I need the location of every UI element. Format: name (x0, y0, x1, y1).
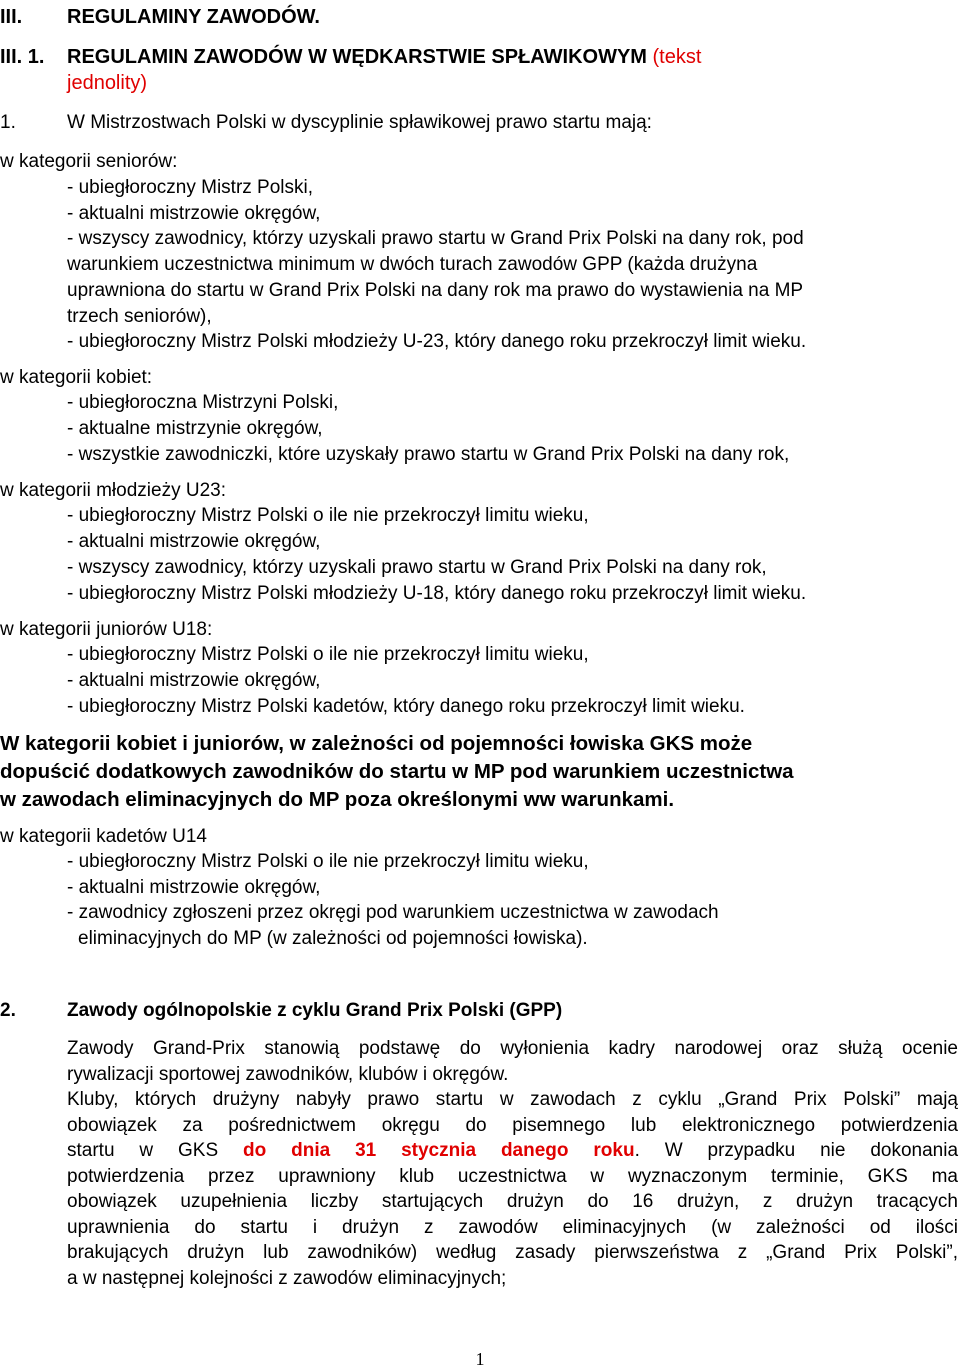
section2-title: Zawody ogólnopolskie z cyklu Grand Prix Polski (GPP) (67, 1000, 563, 1021)
u23-line: - aktualni mistrzowie okręgów, (67, 531, 321, 552)
section1-title: W Mistrzostwach Polski w dyscyplinie spławikowej prawo startu mają: (67, 112, 652, 133)
notice-line: W kategorii kobiet i juniorów, w zależności od pojemności łowiska GKS może (0, 732, 753, 755)
u14-line: - zawodnicy zgłoszeni przez okręgi pod warunkiem uczestnictwa w zawodach (67, 902, 719, 923)
subheading-note: (tekst (652, 46, 702, 68)
section1-number: 1. (0, 112, 16, 133)
seniors-line: warunkiem uczestnictwa minimum w dwóch turach zawodów GPP (każda drużyna (67, 254, 758, 275)
seniors-line: - ubiegłoroczny Mistrz Polski, (67, 177, 314, 198)
u14-line: eliminacyjnych do MP (w zależności od pojemności łowiska). (78, 928, 588, 949)
page-number: 1 (475, 1349, 485, 1369)
section2-paragraph-line-deadline (67, 1140, 958, 1162)
women-line: - aktualne mistrzynie okręgów, (67, 418, 323, 439)
deadline-prefix: startu w GKS (67, 1140, 219, 1161)
notice-line: w zawodach eliminacyjnych do MP poza określonymi ww warunkami. (0, 788, 675, 811)
subheading-line (67, 46, 701, 68)
deadline-highlight: do dnia 31 stycznia danego roku (243, 1140, 635, 1161)
notice-line: dopuścić dodatkowych zawodników do startu w MP pod warunkiem uczestnictwa (0, 760, 794, 783)
u18-label: w kategorii juniorów U18: (0, 619, 213, 640)
u23-line: - ubiegłoroczny Mistrz Polski młodzieży U-18, który danego roku przekroczył limit wieku. (67, 583, 807, 604)
heading-title: REGULAMINY ZAWODÓW. (67, 6, 320, 28)
deadline-suffix: . W przypadku nie dokonania (634, 1140, 959, 1161)
u14-line: - aktualni mistrzowie okręgów, (67, 877, 321, 898)
section2-paragraph-line: potwierdzenia przez uprawniony klub uczestnictwa w wyznaczonym terminie, GKS ma (67, 1166, 958, 1187)
seniors-label: w kategorii seniorów: (0, 151, 178, 172)
u14-label: w kategorii kadetów U14 (0, 826, 207, 847)
seniors-line: - ubiegłoroczny Mistrz Polski młodzieży U-23, który danego roku przekroczył limit wieku. (67, 331, 807, 352)
section2-number: 2. (0, 1000, 16, 1021)
section2-paragraph-line: Kluby, których drużyny nabyły prawo startu w zawodach z cyklu „Grand Prix Polski” mają (67, 1089, 958, 1110)
section2-paragraph-line: Zawody Grand-Prix stanowią podstawę do wyłonienia kadry narodowej oraz służą ocenie (67, 1038, 958, 1059)
u18-line: - ubiegłoroczny Mistrz Polski kadetów, który danego roku przekroczył limit wieku. (67, 696, 745, 717)
u23-line: - ubiegłoroczny Mistrz Polski o ile nie przekroczył limitu wieku, (67, 505, 589, 526)
section2-paragraph-line: obowiązek uzupełnienia liczby startujących drużyn do 16 drużyn, z drużyn tracących (67, 1191, 958, 1212)
women-line: - ubiegłoroczna Mistrzyni Polski, (67, 392, 339, 413)
section2-paragraph-line: obowiązek za pośrednictwem okręgu do pisemnego lub elektronicznego potwierdzenia (67, 1115, 958, 1136)
women-line: - wszystkie zawodniczki, które uzyskały prawo startu w Grand Prix Polski na dany rok, (67, 444, 790, 465)
u23-label: w kategorii młodzieży U23: (0, 480, 226, 501)
seniors-line: uprawniona do startu w Grand Prix Polski na dany rok ma prawo do wystawienia na MP (67, 280, 804, 301)
subheading-number: III. 1. (0, 46, 45, 68)
women-label: w kategorii kobiet: (0, 367, 153, 388)
u18-line: - ubiegłoroczny Mistrz Polski o ile nie przekroczył limitu wieku, (67, 644, 589, 665)
section2-paragraph-line: brakujących drużyn lub zawodników) według zasady pierwszeństwa z „Grand Prix Polski”, (67, 1242, 958, 1263)
heading-number: III. (0, 6, 23, 28)
section2-paragraph-line: uprawnienia do startu i drużyn z zawodów eliminacyjnych (w zależności od ilości (67, 1217, 958, 1238)
subheading-title: REGULAMIN ZAWODÓW W WĘDKARSTWIE SPŁAWIKOWYM (67, 46, 647, 68)
subheading-note-2: jednolity) (67, 72, 148, 94)
section2-paragraph-line: rywalizacji sportowej zawodników, klubów i okręgów. (67, 1064, 509, 1085)
section2-paragraph-line: a w następnej kolejności z zawodów eliminacyjnych; (67, 1268, 507, 1289)
seniors-line: - aktualni mistrzowie okręgów, (67, 203, 321, 224)
u23-line: - wszyscy zawodnicy, którzy uzyskali prawo startu w Grand Prix Polski na dany rok, (67, 557, 767, 578)
seniors-line: - wszyscy zawodnicy, którzy uzyskali prawo startu w Grand Prix Polski na dany rok, pod (67, 228, 804, 249)
u18-line: - aktualni mistrzowie okręgów, (67, 670, 321, 691)
u14-line: - ubiegłoroczny Mistrz Polski o ile nie przekroczył limitu wieku, (67, 851, 589, 872)
seniors-line: trzech seniorów), (67, 306, 212, 327)
